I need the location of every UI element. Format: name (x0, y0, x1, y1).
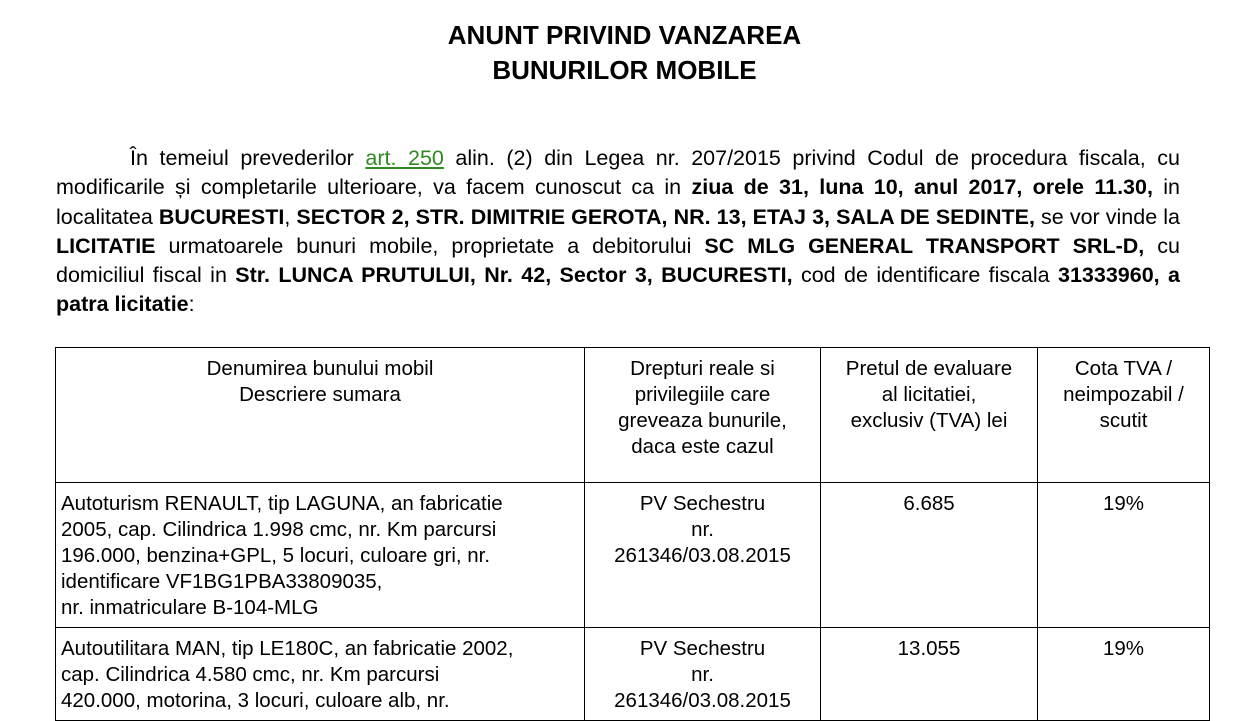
header-rights: Drepturi reale si privilegiile care greveaza bunurile, daca este cazul (585, 348, 821, 483)
item-rights: PV Sechestru nr. 261346/03.08.2015 (585, 628, 821, 721)
header-vat: Cota TVA / neimpozabil / scutit (1038, 348, 1210, 483)
item-price: 6.685 (821, 483, 1038, 628)
item-price: 13.055 (821, 628, 1038, 721)
item-vat: 19% (1038, 483, 1210, 628)
goods-table (55, 347, 1210, 721)
paragraph-text: În temeiul prevederilor (130, 146, 366, 170)
paragraph-text: , (284, 204, 297, 229)
debtor-address: Str. LUNCA PRUTULUI, Nr. 42, Sector 3, BUCURESTI, (235, 263, 793, 288)
paragraph-text: se vor vinde la (1034, 204, 1180, 229)
table-header-row (56, 348, 1210, 483)
table-row (56, 483, 1210, 628)
item-description: Autoturism RENAULT, tip LAGUNA, an fabricatie 2005, cap. Cilindrica 1.998 cmc, nr. Km parcursi 196.000, benzina+GPL, 5 locuri, culoare gri, nr. identificare VF1BG1PBA33809035, nr. inmatriculare B-104-MLG (56, 483, 585, 628)
header-description: Denumirea bunului mobil Descriere sumara (56, 348, 585, 483)
auction-city: BUCURESTI (158, 204, 285, 229)
auction-date: ziua de 31, luna 10, anul 2017, orele 11.30, (691, 175, 1153, 200)
paragraph-text: urmatoarele bunuri mobile, proprietate a debitorului (155, 233, 705, 258)
paragraph-text: : (188, 292, 195, 317)
table-row (56, 628, 1210, 721)
document-title-line-2: BUNURILOR MOBILE (492, 55, 757, 85)
item-rights: PV Sechestru nr. 261346/03.08.2015 (585, 483, 821, 628)
paragraph-text: alin. (2) din Legea nr. 207/2015 privind Codul de procedura fiscala, cu modificarile și completarile ulterioare, va facem cunoscut ca in (56, 146, 1180, 200)
header-price: Pretul de evaluare al licitatiei, exclusiv (TVA) lei (821, 348, 1038, 483)
debtor-name: SC MLG GENERAL TRANSPORT SRL-D, (704, 233, 1145, 258)
paragraph-text: cod de identificare fiscala (792, 263, 1059, 288)
item-vat: 19% (1038, 628, 1210, 721)
sale-type: LICITATIE (56, 233, 156, 258)
art-250-link[interactable]: art. 250 (365, 146, 444, 170)
intro-paragraph (56, 144, 1180, 320)
auction-address: SECTOR 2, STR. DIMITRIE GEROTA, NR. 13, ETAJ 3, SALA DE SEDINTE, (296, 204, 1035, 229)
paragraph-text: in localitatea (56, 175, 1180, 229)
fiscal-code: 31333960, a patra licitatie (56, 263, 1180, 317)
item-description: Autoutilitara MAN, tip LE180C, an fabricatie 2002, cap. Cilindrica 4.580 cmc, nr. Km parcursi 420.000, motorina, 3 locuri, culoare alb, nr. (56, 628, 585, 721)
document-title-line-1: ANUNT PRIVIND VANZAREA (447, 20, 802, 50)
paragraph-text: cu domiciliul fiscal in (56, 233, 1181, 288)
